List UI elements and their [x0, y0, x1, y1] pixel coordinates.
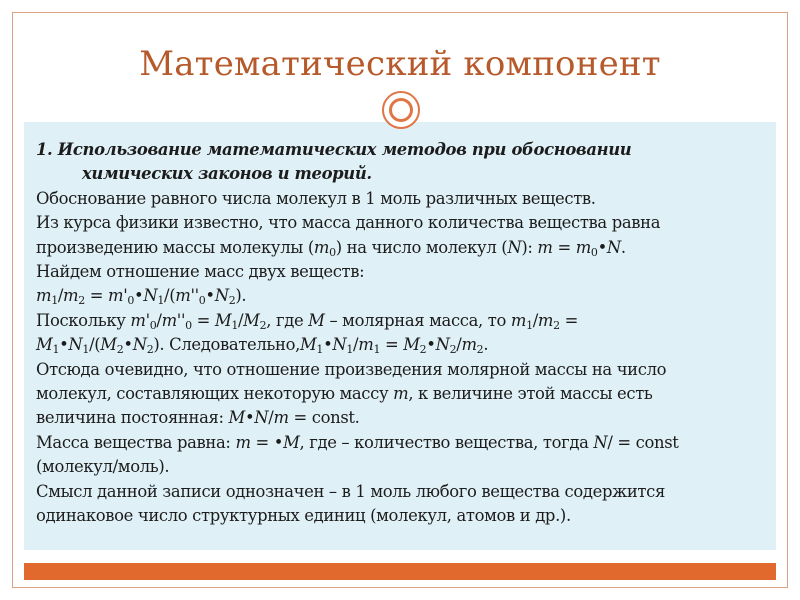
paragraph-line: Поскольку $m'_0/m''_0 = M_1/M_2$, где M – молярная масса, то $m_1/m_2$ =: [36, 310, 579, 332]
paragraph-line: $M_1•N_1/(M_2•N_2)$. $Следовательно,M_1•N_1/m_1$ = $M_2•N_2/m_2$.: [36, 335, 489, 357]
paragraph-line: Обоснование равного числа молекул в 1 моль различных веществ.: [36, 188, 596, 208]
slide-body: [36, 138, 762, 529]
heading-line-1: 1. Использование математических методов при обосновании: [36, 140, 632, 159]
paragraph-line: Смысл данной записи однозначен – в 1 моль любого вещества содержится: [36, 481, 665, 501]
paragraph-line: произведению массы молекулы $(m_0)$ на число молекул (N): $m = m_0•N$.: [36, 237, 626, 259]
paragraph-line: одинаковое число структурных единиц (молекул, атомов и др.).: [36, 506, 571, 526]
paragraph-line: величина постоянная: M•N/m = const.: [36, 408, 360, 428]
paragraph-line: (молекул/моль).: [36, 457, 170, 477]
paragraph-line: молекул, составляющих некоторую массу m, к величине этой массы есть: [36, 384, 653, 404]
paragraph-line: Из курса физики известно, что масса данного количества вещества равна: [36, 213, 661, 233]
circle-ornament-icon: [382, 91, 420, 129]
paragraph-line: Масса вещества равна: m = •M, где – количество вещества, тогда N/ = const: [36, 432, 679, 452]
heading-line-2: химических законов и теорий.: [82, 164, 372, 184]
formula-line: $m_1/m_2$ = $m'_0•N_1/(m''_0•N_2)$.: [36, 286, 247, 308]
section-heading: [36, 138, 762, 187]
slide-title: Математический компонент: [139, 44, 661, 84]
bottom-accent-bar: [24, 563, 776, 580]
paragraph-line: Отсюда очевидно, что отношение произведения молярной массы на число: [36, 359, 667, 379]
paragraph-line: Найдем отношение масс двух веществ:: [36, 262, 365, 282]
